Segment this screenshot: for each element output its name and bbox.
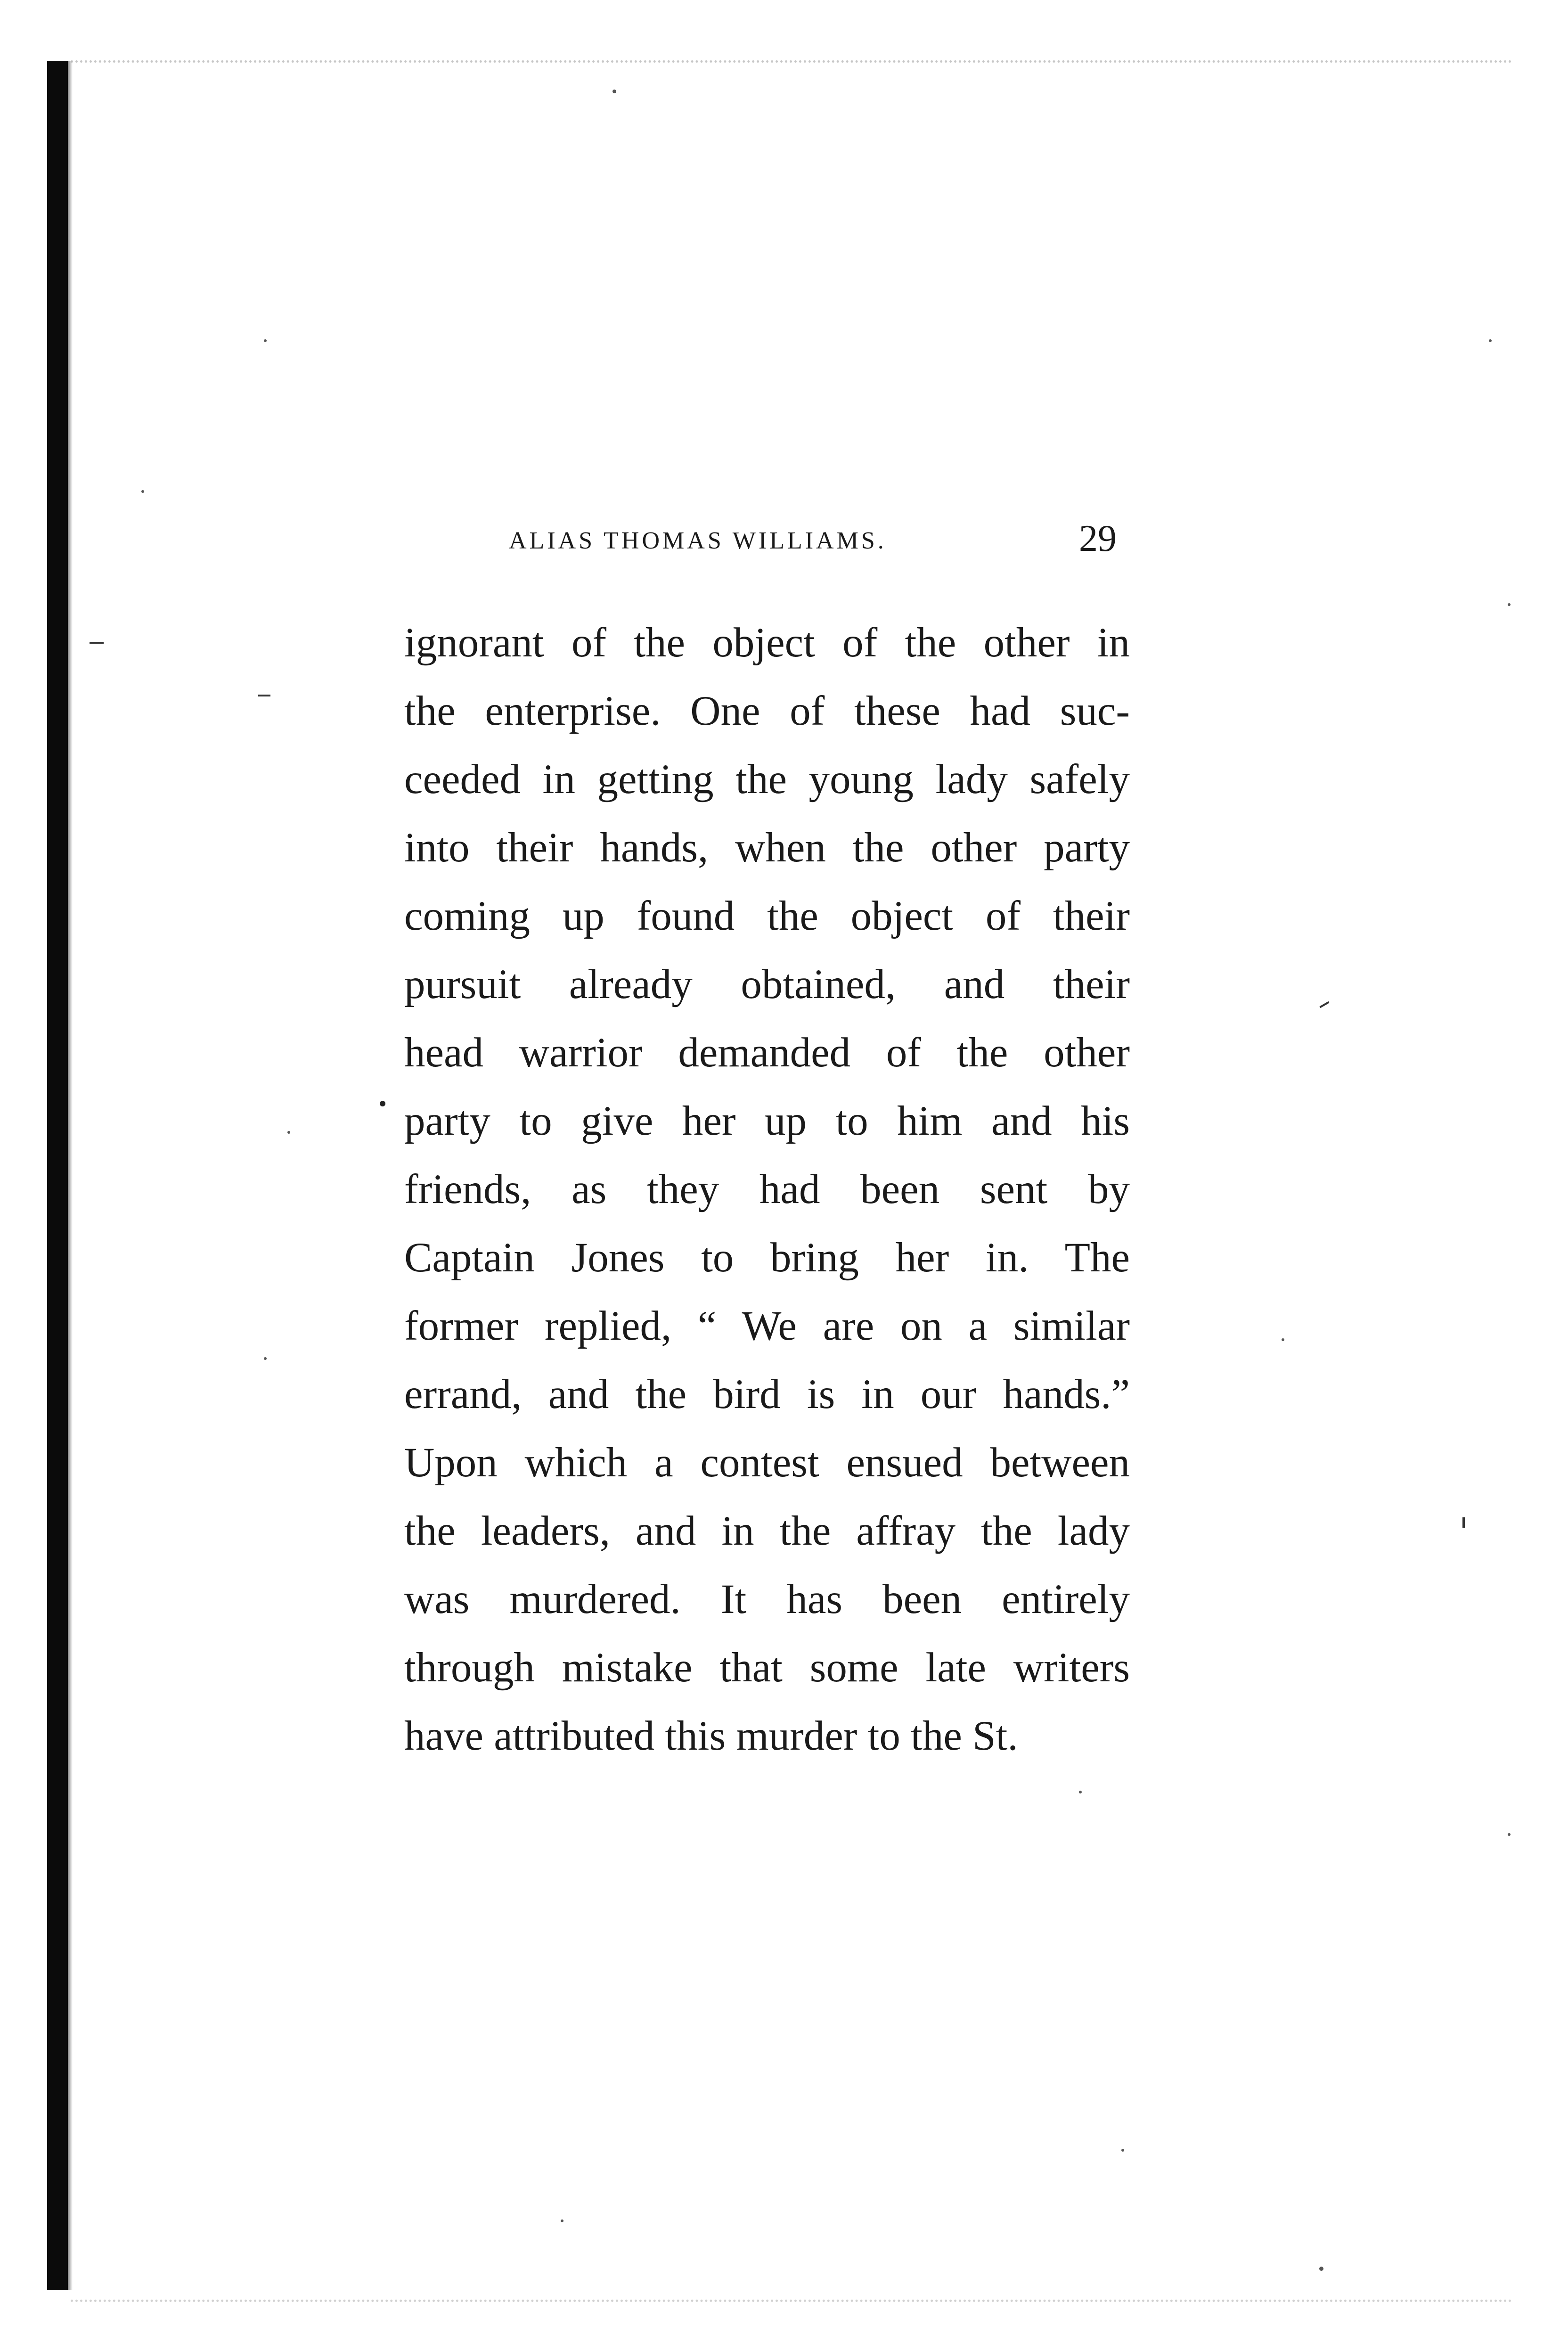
- binding-shadow-fringe: [68, 61, 73, 2290]
- margin-dash: [258, 695, 270, 696]
- scan-speck: [264, 1357, 267, 1360]
- text-line: ignorant of the object of the other in: [404, 620, 1130, 666]
- scan-speck: [612, 90, 616, 93]
- text-line: into their hands, when the other party: [404, 825, 1130, 871]
- text-line: Upon which a contest ensued between: [404, 1440, 1130, 1486]
- text-line: head warrior demanded of the other: [404, 1030, 1130, 1076]
- margin-dash: [1462, 1517, 1465, 1528]
- margin-dash: [1319, 1001, 1329, 1008]
- text-line: errand, and the bird is in our hands.”: [404, 1371, 1130, 1417]
- text-line: party to give her up to him and his: [404, 1098, 1130, 1144]
- scan-speck: [1508, 1833, 1511, 1836]
- scan-speck: [1489, 339, 1492, 342]
- text-line: the leaders, and in the affray the lady: [404, 1508, 1130, 1554]
- text-line: have attributed this murder to the St.: [404, 1713, 1018, 1759]
- page-number: 29: [1079, 518, 1117, 559]
- scan-speck: [1282, 1338, 1284, 1341]
- scan-speck: [1508, 603, 1511, 606]
- body-text: [404, 609, 1130, 1770]
- scan-bottom-edge: [71, 2300, 1512, 2302]
- text-line: coming up found the object of their: [404, 893, 1130, 939]
- running-head: ALIAS THOMAS WILLIAMS.: [509, 527, 887, 554]
- text-line: friends, as they had been sent by: [404, 1166, 1130, 1212]
- text-line: pursuit already obtained, and their: [404, 961, 1130, 1007]
- text-line: was murdered. It has been entirely: [404, 1576, 1130, 1622]
- scan-speck: [1079, 1791, 1082, 1793]
- text-line: ceeded in getting the young lady safely: [404, 756, 1130, 802]
- scan-speck: [561, 2219, 564, 2222]
- scan-speck: [264, 339, 267, 342]
- scan-speck: [1121, 2149, 1124, 2152]
- text-line: through mistake that some late writers: [404, 1645, 1130, 1691]
- margin-dash: [90, 642, 104, 644]
- margin-dot: [380, 1101, 385, 1106]
- binding-shadow: [47, 61, 68, 2290]
- text-line: Captain Jones to bring her in. The: [404, 1235, 1130, 1281]
- scan-speck: [287, 1131, 290, 1134]
- text-line: former replied, “ We are on a similar: [404, 1303, 1130, 1349]
- scan-top-edge: [71, 60, 1512, 63]
- scan-speck: [1319, 2267, 1323, 2271]
- scan-speck: [141, 490, 144, 493]
- text-line: the enterprise. One of these had suc-: [404, 688, 1130, 734]
